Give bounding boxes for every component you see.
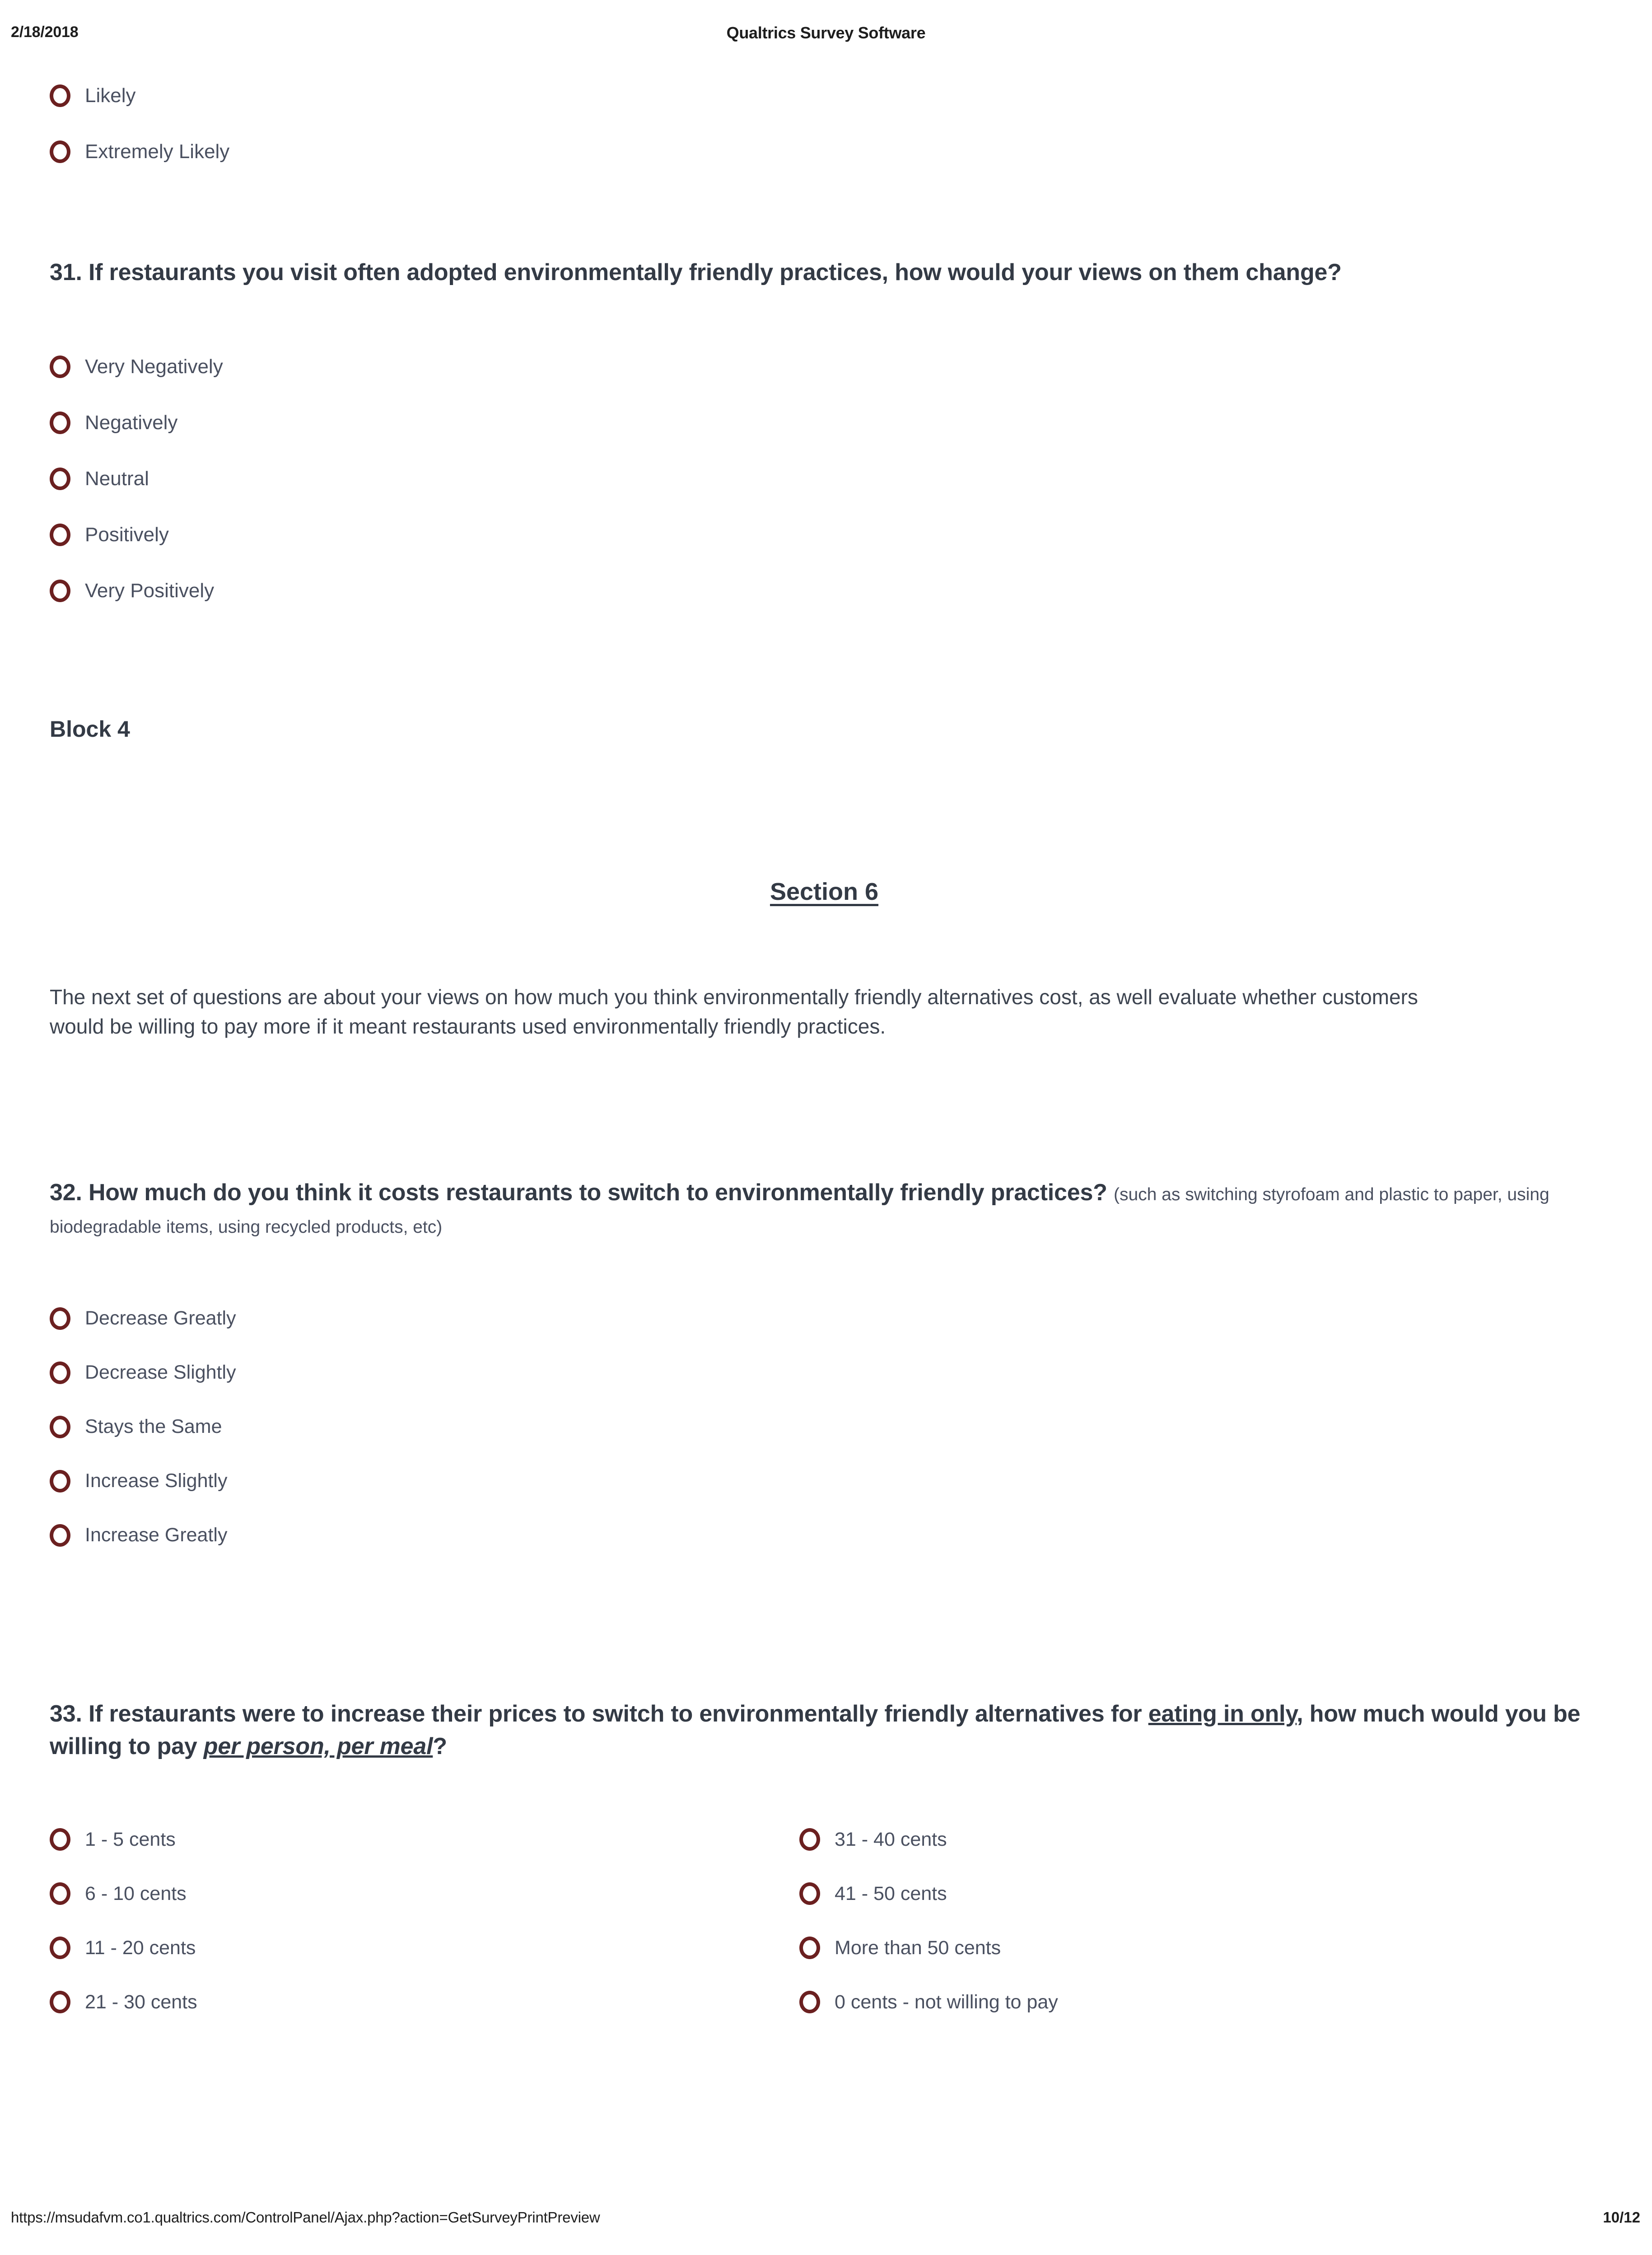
- question-32-note: (such as switching styrofoam and plastic to paper, using biodegradable items, using recycled products, etc): [50, 1185, 1549, 1237]
- header-title: Qualtrics Survey Software: [726, 23, 926, 42]
- radio-button-icon[interactable]: [50, 1416, 70, 1438]
- radio-option-label: 0 cents - not willing to pay: [835, 1991, 1058, 2013]
- question-31-text: [50, 257, 1599, 289]
- radio-option-label: Extremely Likely: [85, 140, 230, 163]
- radio-option-label: 21 - 30 cents: [85, 1991, 197, 2013]
- radio-button-icon[interactable]: [50, 1361, 70, 1384]
- radio-option-label: Stays the Same: [85, 1416, 222, 1438]
- radio-button-icon[interactable]: [50, 1937, 70, 1959]
- question-33-options: [50, 1812, 1599, 2029]
- radio-button-icon[interactable]: [50, 1828, 70, 1851]
- radio-option-row[interactable]: [50, 395, 1599, 451]
- footer-page-number: 10/12: [1603, 2209, 1640, 2226]
- radio-button-icon[interactable]: [50, 1470, 70, 1492]
- question-32: [50, 1177, 1599, 1563]
- radio-option-label: 1 - 5 cents: [85, 1828, 176, 1850]
- radio-option-row[interactable]: [799, 1921, 1549, 1975]
- radio-option-row[interactable]: [50, 507, 1599, 563]
- radio-option-row[interactable]: [799, 1975, 1549, 2029]
- radio-button-icon[interactable]: [799, 1937, 820, 1959]
- radio-option-label: Very Positively: [85, 579, 215, 602]
- radio-button-icon[interactable]: [50, 140, 70, 163]
- radio-button-icon[interactable]: [50, 412, 70, 434]
- section-title: [50, 878, 1599, 906]
- page-footer: [0, 2209, 1652, 2236]
- radio-option-row[interactable]: [50, 1454, 1599, 1508]
- continued-options-group: [50, 68, 1599, 180]
- radio-option-row[interactable]: [50, 1921, 799, 1975]
- spacer: [50, 742, 1599, 878]
- radio-option-label: More than 50 cents: [835, 1937, 1001, 1959]
- radio-button-icon[interactable]: [50, 356, 70, 378]
- radio-option-row[interactable]: [50, 1508, 1599, 1563]
- survey-content: [50, 68, 1599, 2029]
- radio-option-label: 41 - 50 cents: [835, 1882, 947, 1904]
- radio-button-icon[interactable]: [799, 1991, 820, 2013]
- question-33-body-part3: ?: [433, 1733, 447, 1759]
- radio-option-label: Increase Slightly: [85, 1470, 228, 1492]
- question-33-body-part1: If restaurants were to increase their prices to switch to environmentally friendly alternatives for: [88, 1700, 1148, 1727]
- question-33-number: 33.: [50, 1700, 82, 1727]
- spacer: [50, 1041, 1599, 1177]
- radio-option-row[interactable]: [50, 1812, 799, 1867]
- radio-button-icon[interactable]: [799, 1828, 820, 1851]
- radio-option-label: Increase Greatly: [85, 1524, 228, 1546]
- radio-option-label: Positively: [85, 523, 169, 546]
- question-32-body: How much do you think it costs restaurants to switch to environmentally friendly practices?: [88, 1179, 1107, 1206]
- radio-option-row[interactable]: [799, 1812, 1549, 1867]
- question-31-number: 31.: [50, 259, 82, 285]
- section-title-text: Section 6: [770, 878, 879, 905]
- radio-option-row[interactable]: [50, 68, 1599, 124]
- radio-option-row[interactable]: [50, 1867, 799, 1921]
- question-33-options-right-column: [799, 1812, 1549, 2029]
- question-31: [50, 257, 1599, 619]
- radio-button-icon[interactable]: [50, 1524, 70, 1547]
- radio-option-label: 31 - 40 cents: [835, 1828, 947, 1850]
- question-32-text: [50, 1177, 1599, 1242]
- question-31-options: [50, 339, 1599, 619]
- footer-source-url: https://msudafvm.co1.qualtrics.com/ControlPanel/Ajax.php?action=GetSurveyPrintPreview: [11, 2209, 600, 2226]
- question-33-options-left-column: [50, 1812, 799, 2029]
- radio-button-icon[interactable]: [50, 524, 70, 546]
- radio-option-row[interactable]: [50, 1975, 799, 2029]
- spacer: [50, 906, 1599, 982]
- spacer: [50, 180, 1599, 257]
- section-intro-paragraph: The next set of questions are about your views on how much you think environmentally friendly alternatives cost, as well evaluate whether customers would be willing to pay more if it meant restaurants used environmentally friendly practices.: [50, 985, 1418, 1039]
- spacer: [50, 1242, 1599, 1291]
- radio-option-label: 11 - 20 cents: [85, 1937, 196, 1959]
- radio-option-label: Negatively: [85, 411, 178, 434]
- question-33-emphasis-eating-in-only: eating in only: [1148, 1700, 1297, 1727]
- radio-option-label: Decrease Slightly: [85, 1361, 236, 1384]
- spacer: [50, 289, 1599, 339]
- radio-option-row[interactable]: [50, 563, 1599, 619]
- question-32-number: 32.: [50, 1179, 82, 1206]
- radio-option-label: Decrease Greatly: [85, 1307, 236, 1329]
- radio-option-row[interactable]: [50, 451, 1599, 507]
- question-33: [50, 1698, 1599, 2030]
- radio-option-row[interactable]: [50, 1346, 1599, 1400]
- question-33-body-part2: , how much would you be willing to pay: [50, 1700, 1581, 1759]
- radio-button-icon[interactable]: [50, 580, 70, 602]
- radio-button-icon[interactable]: [50, 1991, 70, 2013]
- radio-option-row[interactable]: [50, 1400, 1599, 1454]
- question-31-body: If restaurants you visit often adopted environmentally friendly practices, how would your views on them change?: [88, 259, 1342, 285]
- radio-button-icon[interactable]: [50, 1882, 70, 1905]
- radio-option-label: 6 - 10 cents: [85, 1882, 187, 1904]
- radio-option-label: Neutral: [85, 467, 149, 490]
- block-label: Block 4: [50, 716, 130, 742]
- spacer: [50, 1763, 1599, 1812]
- spacer: [50, 1563, 1599, 1698]
- radio-button-icon[interactable]: [50, 1307, 70, 1330]
- radio-option-row[interactable]: [50, 339, 1599, 395]
- question-33-text: [50, 1698, 1599, 1763]
- radio-button-icon[interactable]: [799, 1882, 820, 1905]
- spacer: [50, 619, 1599, 716]
- page-header: [0, 23, 1652, 51]
- radio-option-row[interactable]: [799, 1867, 1549, 1921]
- question-33-emphasis-per-person-per-meal: per person, per meal: [203, 1733, 433, 1759]
- radio-option-label: Very Negatively: [85, 355, 223, 378]
- radio-button-icon[interactable]: [50, 468, 70, 490]
- radio-option-label: Likely: [85, 84, 136, 107]
- question-32-options: [50, 1291, 1599, 1563]
- radio-button-icon[interactable]: [50, 84, 70, 107]
- radio-option-row[interactable]: [50, 124, 1599, 180]
- radio-option-row[interactable]: [50, 1291, 1599, 1346]
- header-date: 2/18/2018: [11, 23, 79, 41]
